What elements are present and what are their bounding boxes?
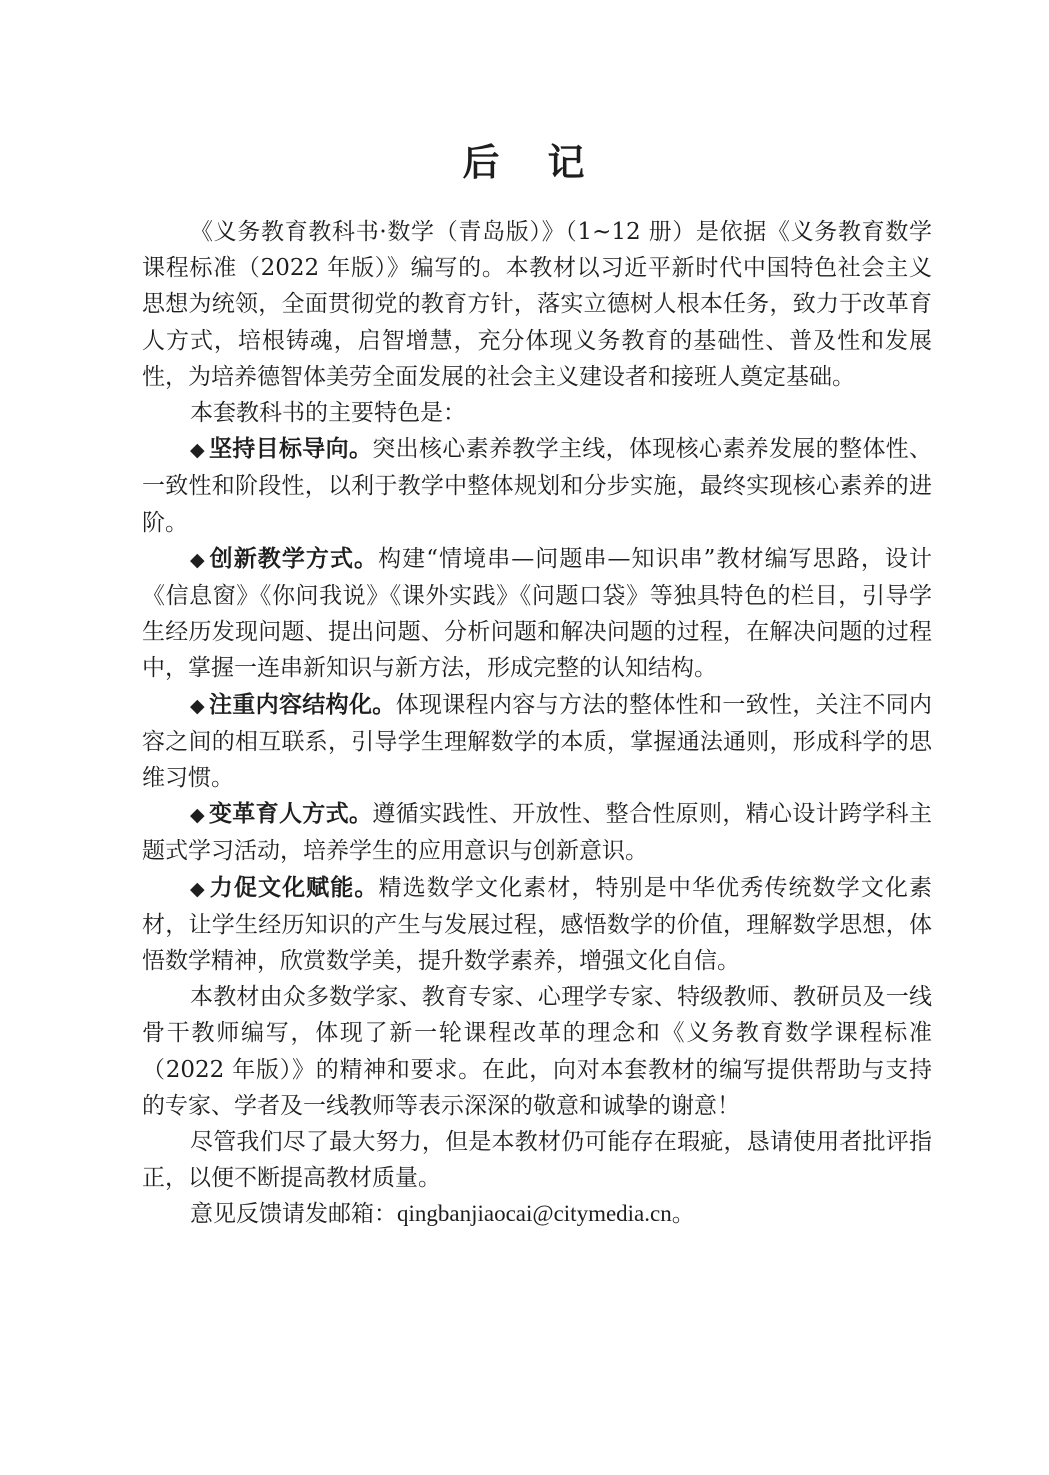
feature-heading: ◆ 坚持目标导向。: [190, 436, 373, 463]
feature-paragraph: [142, 870, 932, 980]
intro-paragraph: 《义务教育教科书·数学（青岛版）》（1~12 册）是依据《义务教育数学课程标准（2022 年版）》编写的。本教材以习近平新时代中国特色社会主义思想为统领，全面贯彻党的教育方针，落实立德树人根本任务，致力于改革育人方式，培根铸魂，启智增慧，充分体现义务教育的基础性、普及性和发展性，为培养德智体美劳全面发展的社会主义建设者和接班人奠定基础。: [142, 219, 932, 390]
feature-paragraph: [142, 541, 932, 687]
feature-heading: ◆ 变革育人方式。: [190, 801, 373, 828]
page-title: [0, 138, 1049, 188]
diamond-bullet-icon: ◆: [190, 877, 206, 900]
feature-paragraph: [142, 431, 932, 541]
title-char-2: 记: [547, 141, 587, 184]
feature-heading: ◆ 创新教学方式。: [190, 545, 379, 572]
feedback-label: 意见反馈请发邮箱：: [190, 1201, 397, 1228]
closing-paragraph-2: 尽管我们尽了最大努力，但是本教材仍可能存在瑕疵，恳请使用者批评指正，以便不断提高教材质量。: [142, 1129, 932, 1192]
title-char-1: 后: [462, 141, 502, 184]
document-body: [142, 214, 932, 1233]
feedback-email: qingbanjiaocai@citymedia.cn: [397, 1201, 672, 1227]
feature-text: 遵循实践性、开放性、整合性原则，精心设计跨学科主题式学习活动，培养学生的应用意识与创新意识。: [142, 801, 932, 865]
feature-text: 构建“情境串—问题串—知识串”教材编写思路，设计《信息窗》《你问我说》《课外实践》《问题口袋》等独具特色的栏目，引导学生经历发现问题、提出问题、分析问题和解决问题的过程，在解决问题的过程中，掌握一连串新知识与新方法，形成完整的认知结构。: [142, 545, 932, 682]
feature-heading: ◆ 注重内容结构化。: [190, 691, 396, 718]
feature-text: 精选数学文化素材，特别是中华优秀传统数学文化素材，让学生经历知识的产生与发展过程，感悟数学的价值，理解数学思想，体悟数学精神，欣赏数学美，提升数学素养，增强文化自信。: [142, 874, 933, 975]
closing-paragraph-1: 本教材由众多数学家、教育专家、心理学专家、特级教师、教研员及一线骨干教师编写，体现了新一轮课程改革的理念和《义务教育数学课程标准（2022 年版）》的精神和要求。在此，向对本套教材的编写提供帮助与支持的专家、学者及一线教师等表示深深的敬意和诚挚的谢意！: [142, 984, 932, 1119]
feedback-paragraph: 意见反馈请发邮箱：qingbanjiaocai@citymedia.cn。: [190, 1201, 695, 1228]
feature-text: 体现课程内容与方法的整体性和一致性，关注不同内容之间的相互联系，引导学生理解数学的本质，掌握通法通则，形成科学的思维习惯。: [142, 691, 933, 792]
feature-paragraph: [142, 687, 932, 797]
diamond-bullet-icon: ◆: [190, 804, 205, 827]
features-intro-paragraph: 本套教科书的主要特色是：: [190, 400, 466, 427]
diamond-bullet-icon: ◆: [190, 439, 205, 462]
feature-paragraph: [142, 796, 932, 869]
feature-heading: ◆ 力促文化赋能。: [190, 874, 379, 901]
diamond-bullet-icon: ◆: [190, 548, 206, 571]
diamond-bullet-icon: ◆: [190, 694, 205, 717]
feature-text: 突出核心素养教学主线，体现核心素养发展的整体性、一致性和阶段性，以利于教学中整体规划和分步实施，最终实现核心素养的进阶。: [142, 436, 932, 536]
